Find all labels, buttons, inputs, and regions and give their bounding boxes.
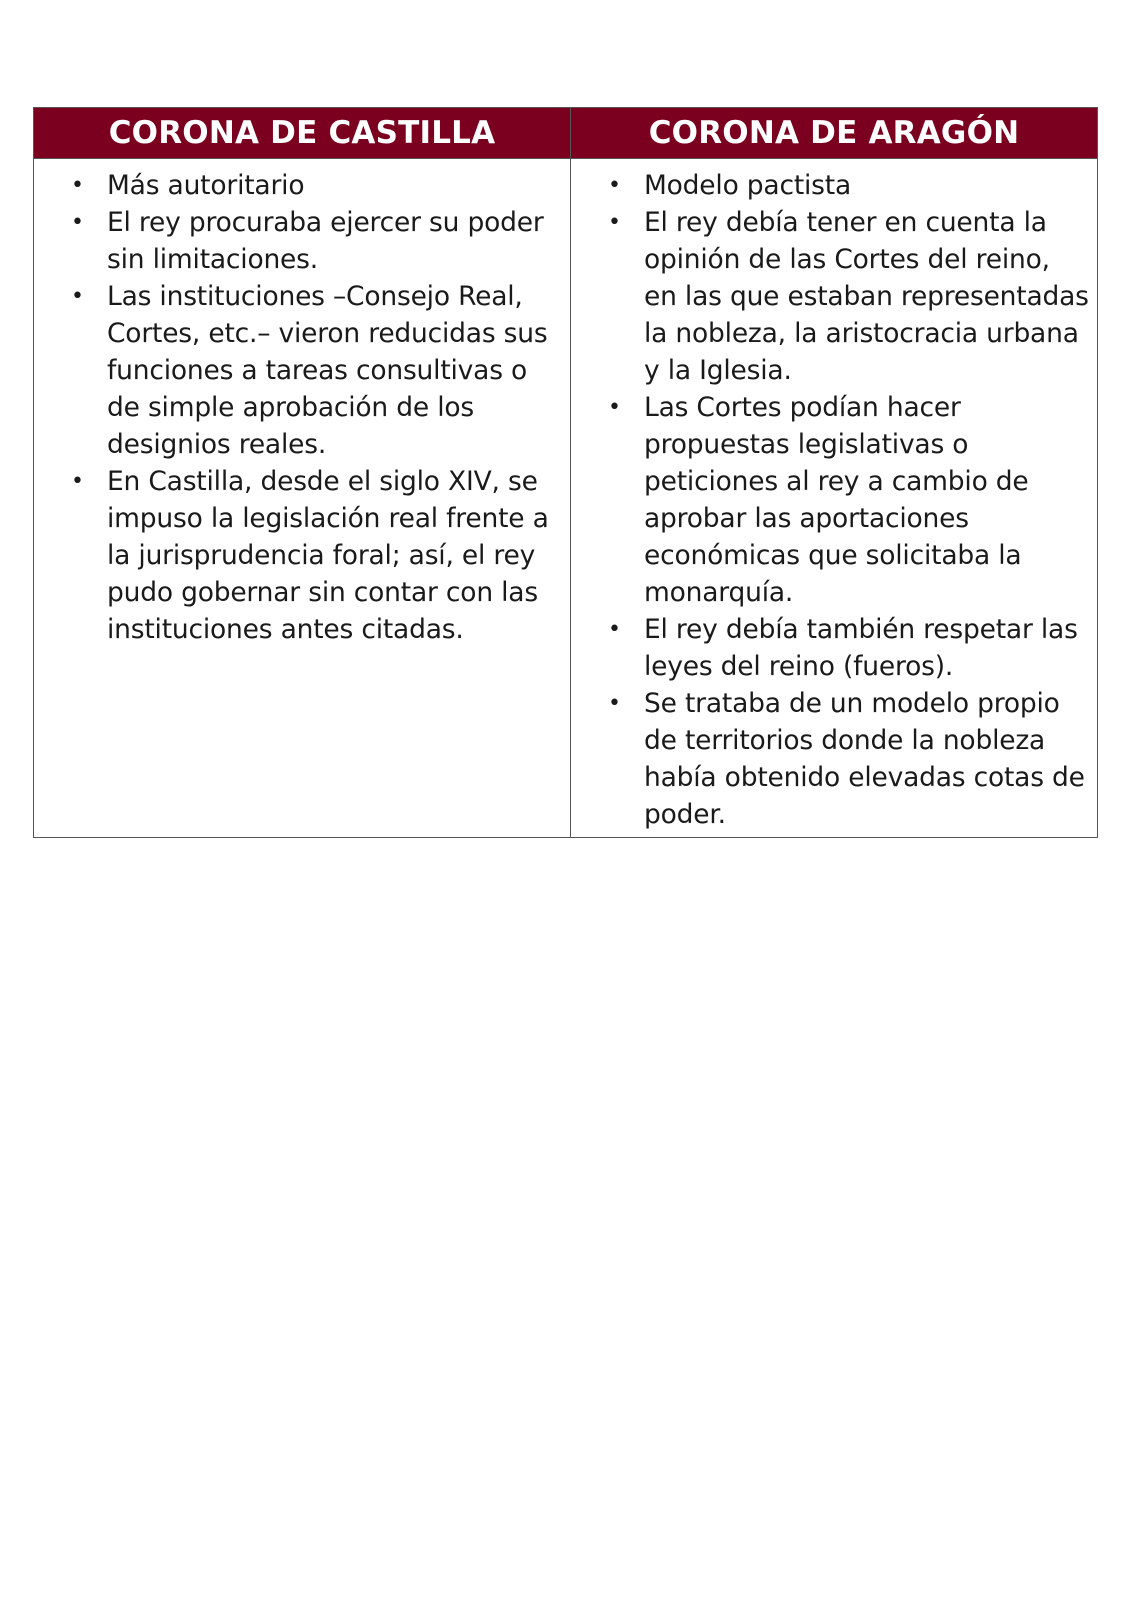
list-item-text: En Castilla, desde el siglo XIV, se impuso la legislación real frente a la jurisprudencia foral; así, el rey pudo gobernar sin contar con las instituciones antes citadas. <box>107 466 549 645</box>
bullet-icon: • <box>71 210 84 235</box>
list-item <box>34 167 562 204</box>
list-item-text: Las Cortes podían hacer propuestas legislativas o peticiones al rey a cambio de aprobar las aportaciones económicas que solicitaba la monarquía. <box>644 392 1029 608</box>
bullet-icon: • <box>608 210 621 235</box>
bullet-icon: • <box>608 691 621 716</box>
bullet-icon: • <box>608 173 621 198</box>
list-item <box>571 204 1089 389</box>
list-item-text: El rey debía tener en cuenta la opinión de las Cortes del reino, en las que estaban representadas la nobleza, la aristocracia urbana y la Iglesia. <box>644 207 1089 386</box>
list-item-text: Más autoritario <box>107 170 305 201</box>
list-item-text: Se trataba de un modelo propio de territorios donde la nobleza había obtenido elevadas cotas de poder. <box>644 688 1085 830</box>
comparison-table <box>33 107 1098 838</box>
bullet-icon: • <box>71 469 84 494</box>
castilla-list <box>34 167 562 648</box>
header-castilla: CORONA DE CASTILLA <box>34 108 571 159</box>
list-item-text: Modelo pactista <box>644 170 852 201</box>
list-item-text: El rey debía también respetar las leyes del reino (fueros). <box>644 614 1078 682</box>
aragon-list <box>571 167 1089 833</box>
table-header-row <box>34 108 1098 159</box>
list-item <box>34 463 562 648</box>
list-item <box>34 278 562 463</box>
bullet-icon: • <box>608 617 621 642</box>
bullet-icon: • <box>71 173 84 198</box>
list-item-text: Las instituciones –Consejo Real, Cortes, etc.– vieron reducidas sus funciones a tareas consultivas o de simple aprobación de los designios reales. <box>107 281 548 460</box>
header-aragon: CORONA DE ARAGÓN <box>571 108 1098 159</box>
list-item <box>571 167 1089 204</box>
bullet-icon: • <box>608 395 621 420</box>
list-item <box>571 611 1089 685</box>
list-item <box>571 389 1089 611</box>
list-item <box>34 204 562 278</box>
bullet-icon: • <box>71 284 84 309</box>
list-item <box>571 685 1089 833</box>
table-body-row <box>34 159 1098 838</box>
aragon-cell <box>571 159 1098 838</box>
castilla-cell <box>34 159 571 838</box>
list-item-text: El rey procuraba ejercer su poder sin limitaciones. <box>107 207 544 275</box>
